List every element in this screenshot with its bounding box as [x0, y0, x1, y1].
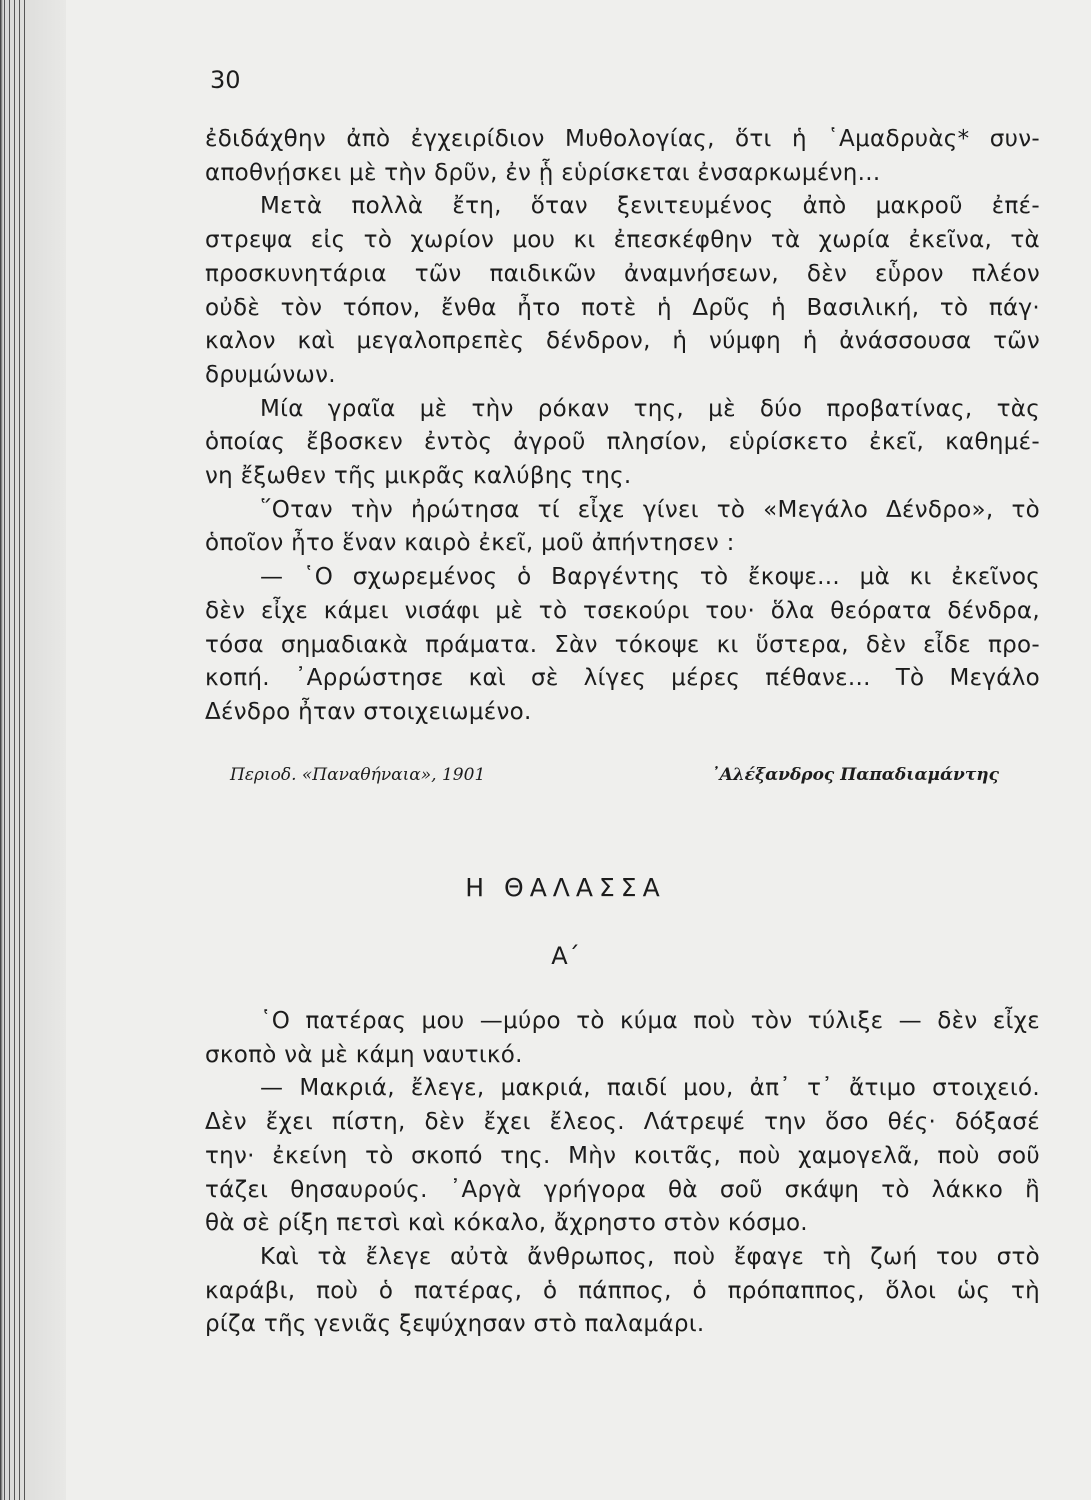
text-line: καλον καὶ μεγαλοπρεπὲς δένδρον, ἡ νύμφη ἡ ἀνάσσουσα τῶν — [205, 328, 1040, 355]
page-edge-line — [24, 0, 25, 1500]
text-line: δὲν εἶχε κάμει νισάφι μὲ τὸ τσεκούρι του· ὅλα θεόρατα δένδρα, — [205, 597, 1040, 624]
text-line: ῾Ο πατέρας μου —μύρο τὸ κύμα ποὺ τὸν τύλιξε — δὲν εἶχε — [260, 1008, 1040, 1034]
page-number: 30 — [210, 66, 241, 94]
section-title: Η ΘΑΛΑΣΣΑ — [465, 873, 666, 902]
text-line: ἐδιδάχθην ἀπὸ ἐγχειρίδιον Μυθολογίας, ὅτι ἡ ῾Αμαδρυὰς* συν- — [205, 126, 1040, 152]
text-line: προσκυνητάρια τῶν παιδικῶν ἀναμνήσεων, δὲν εὗρον πλέον — [205, 260, 1040, 287]
page-edge-line — [19, 0, 20, 1500]
text-line: την· ἐκείνη τὸ σκοπό της. Μὴν κοιτᾶς, ποὺ χαμογελᾶ, ποὺ σοῦ — [205, 1142, 1040, 1169]
text-line: Μία γραῖα μὲ τὴν ρόκαν της, μὲ δύο προβατίνας, τὰς — [260, 395, 1040, 422]
page-edge-line — [14, 0, 15, 1500]
text-line: σκοπὸ νὰ μὲ κάμη ναυτικό. — [205, 1041, 523, 1068]
text-line: νη ἔξωθεν τῆς μικρᾶς καλύβης της. — [205, 463, 632, 490]
passage-thalassa — [205, 1005, 1040, 1342]
citation-source: Περιοδ. «Παναθήναια», 1901 — [230, 765, 486, 785]
section-subtitle: Α΄ — [551, 942, 580, 970]
text-line: αποθνῄσκει μὲ τὴν δρῦν, ἐν ᾗ εὑρίσκεται ἐνσαρκωμένη... — [205, 159, 881, 186]
page-edge-line — [4, 0, 5, 1500]
text-line: ρίζα τῆς γενιᾶς ξεψύχησαν στὸ παλαμάρι. — [205, 1311, 705, 1338]
text-line: Δένδρο ἦταν στοιχειωμένο. — [205, 698, 532, 725]
citation-author: ᾿Αλέξανδρος Παπαδιαμάντης — [711, 765, 999, 785]
passage-papadiamantis — [205, 123, 1040, 730]
text-line: θὰ σὲ ρίξη πετσὶ καὶ κόκαλο, ἄχρηστο στὸν κόσμο. — [205, 1210, 808, 1237]
text-line: — ῾Ο σχωρεμένος ὁ Βαργέντης τὸ ἔκοψε... μὰ κι ἐκεῖνος — [260, 564, 1040, 591]
text-line: τάζει θησαυρούς. ᾿Αργὰ γρήγορα θὰ σοῦ σκάψη τὸ λάκκο ἢ — [205, 1176, 1040, 1203]
text-line: Καὶ τὰ ἔλεγε αὐτὰ ἄνθρωπος, ποὺ ἔφαγε τὴ ζωή του στὸ — [260, 1243, 1040, 1270]
text-line: στρεψα εἰς τὸ χωρίον μου κι ἐπεσκέφθην τὰ χωρία ἐκεῖνα, τὰ — [205, 227, 1040, 254]
text-line: ῞Οταν τὴν ἠρώτησα τί εἶχε γίνει τὸ «Μεγάλο Δένδρο», τὸ — [260, 496, 1040, 523]
text-line: Δὲν ἔχει πίστη, δὲν ἔχει ἔλεος. Λάτρεψέ την ὅσο θές· δόξασέ — [205, 1109, 1040, 1136]
text-line: — Μακριά, ἔλεγε, μακριά, παιδί μου, ἀπ᾿ τ᾿ ἄτιμο στοιχειό. — [260, 1075, 1040, 1102]
text-line: οὐδὲ τὸν τόπον, ἔνθα ἦτο ποτὲ ἡ Δρῦς ἡ Βασιλική, τὸ πάγ· — [205, 294, 1040, 321]
text-line: κοπή. ᾿Αρρώστησε καὶ σὲ λίγες μέρες πέθανε... Τὸ Μεγάλο — [205, 665, 1040, 692]
text-line: δρυμώνων. — [205, 361, 336, 388]
text-line: τόσα σημαδιακὰ πράματα. Σὰν τόκοψε κι ὕστερα, δὲν εἶδε προ- — [205, 631, 1040, 658]
text-line: ὁποίας ἔβοσκεν ἐντὸς ἀγροῦ πλησίον, εὑρίσκετο ἐκεῖ, καθημέ- — [205, 429, 1040, 456]
text-line: ὁποῖον ἦτο ἕναν καιρὸ ἐκεῖ, μοῦ ἀπήντησεν : — [205, 530, 735, 557]
page-edge-line — [9, 0, 10, 1500]
text-line: καράβι, ποὺ ὁ πατέρας, ὁ πάππος, ὁ πρόπαππος, ὅλοι ὡς τὴ — [205, 1277, 1040, 1304]
text-line: Μετὰ πολλὰ ἔτη, ὅταν ξενιτευμένος ἀπὸ μακροῦ ἐπέ- — [260, 193, 1040, 220]
